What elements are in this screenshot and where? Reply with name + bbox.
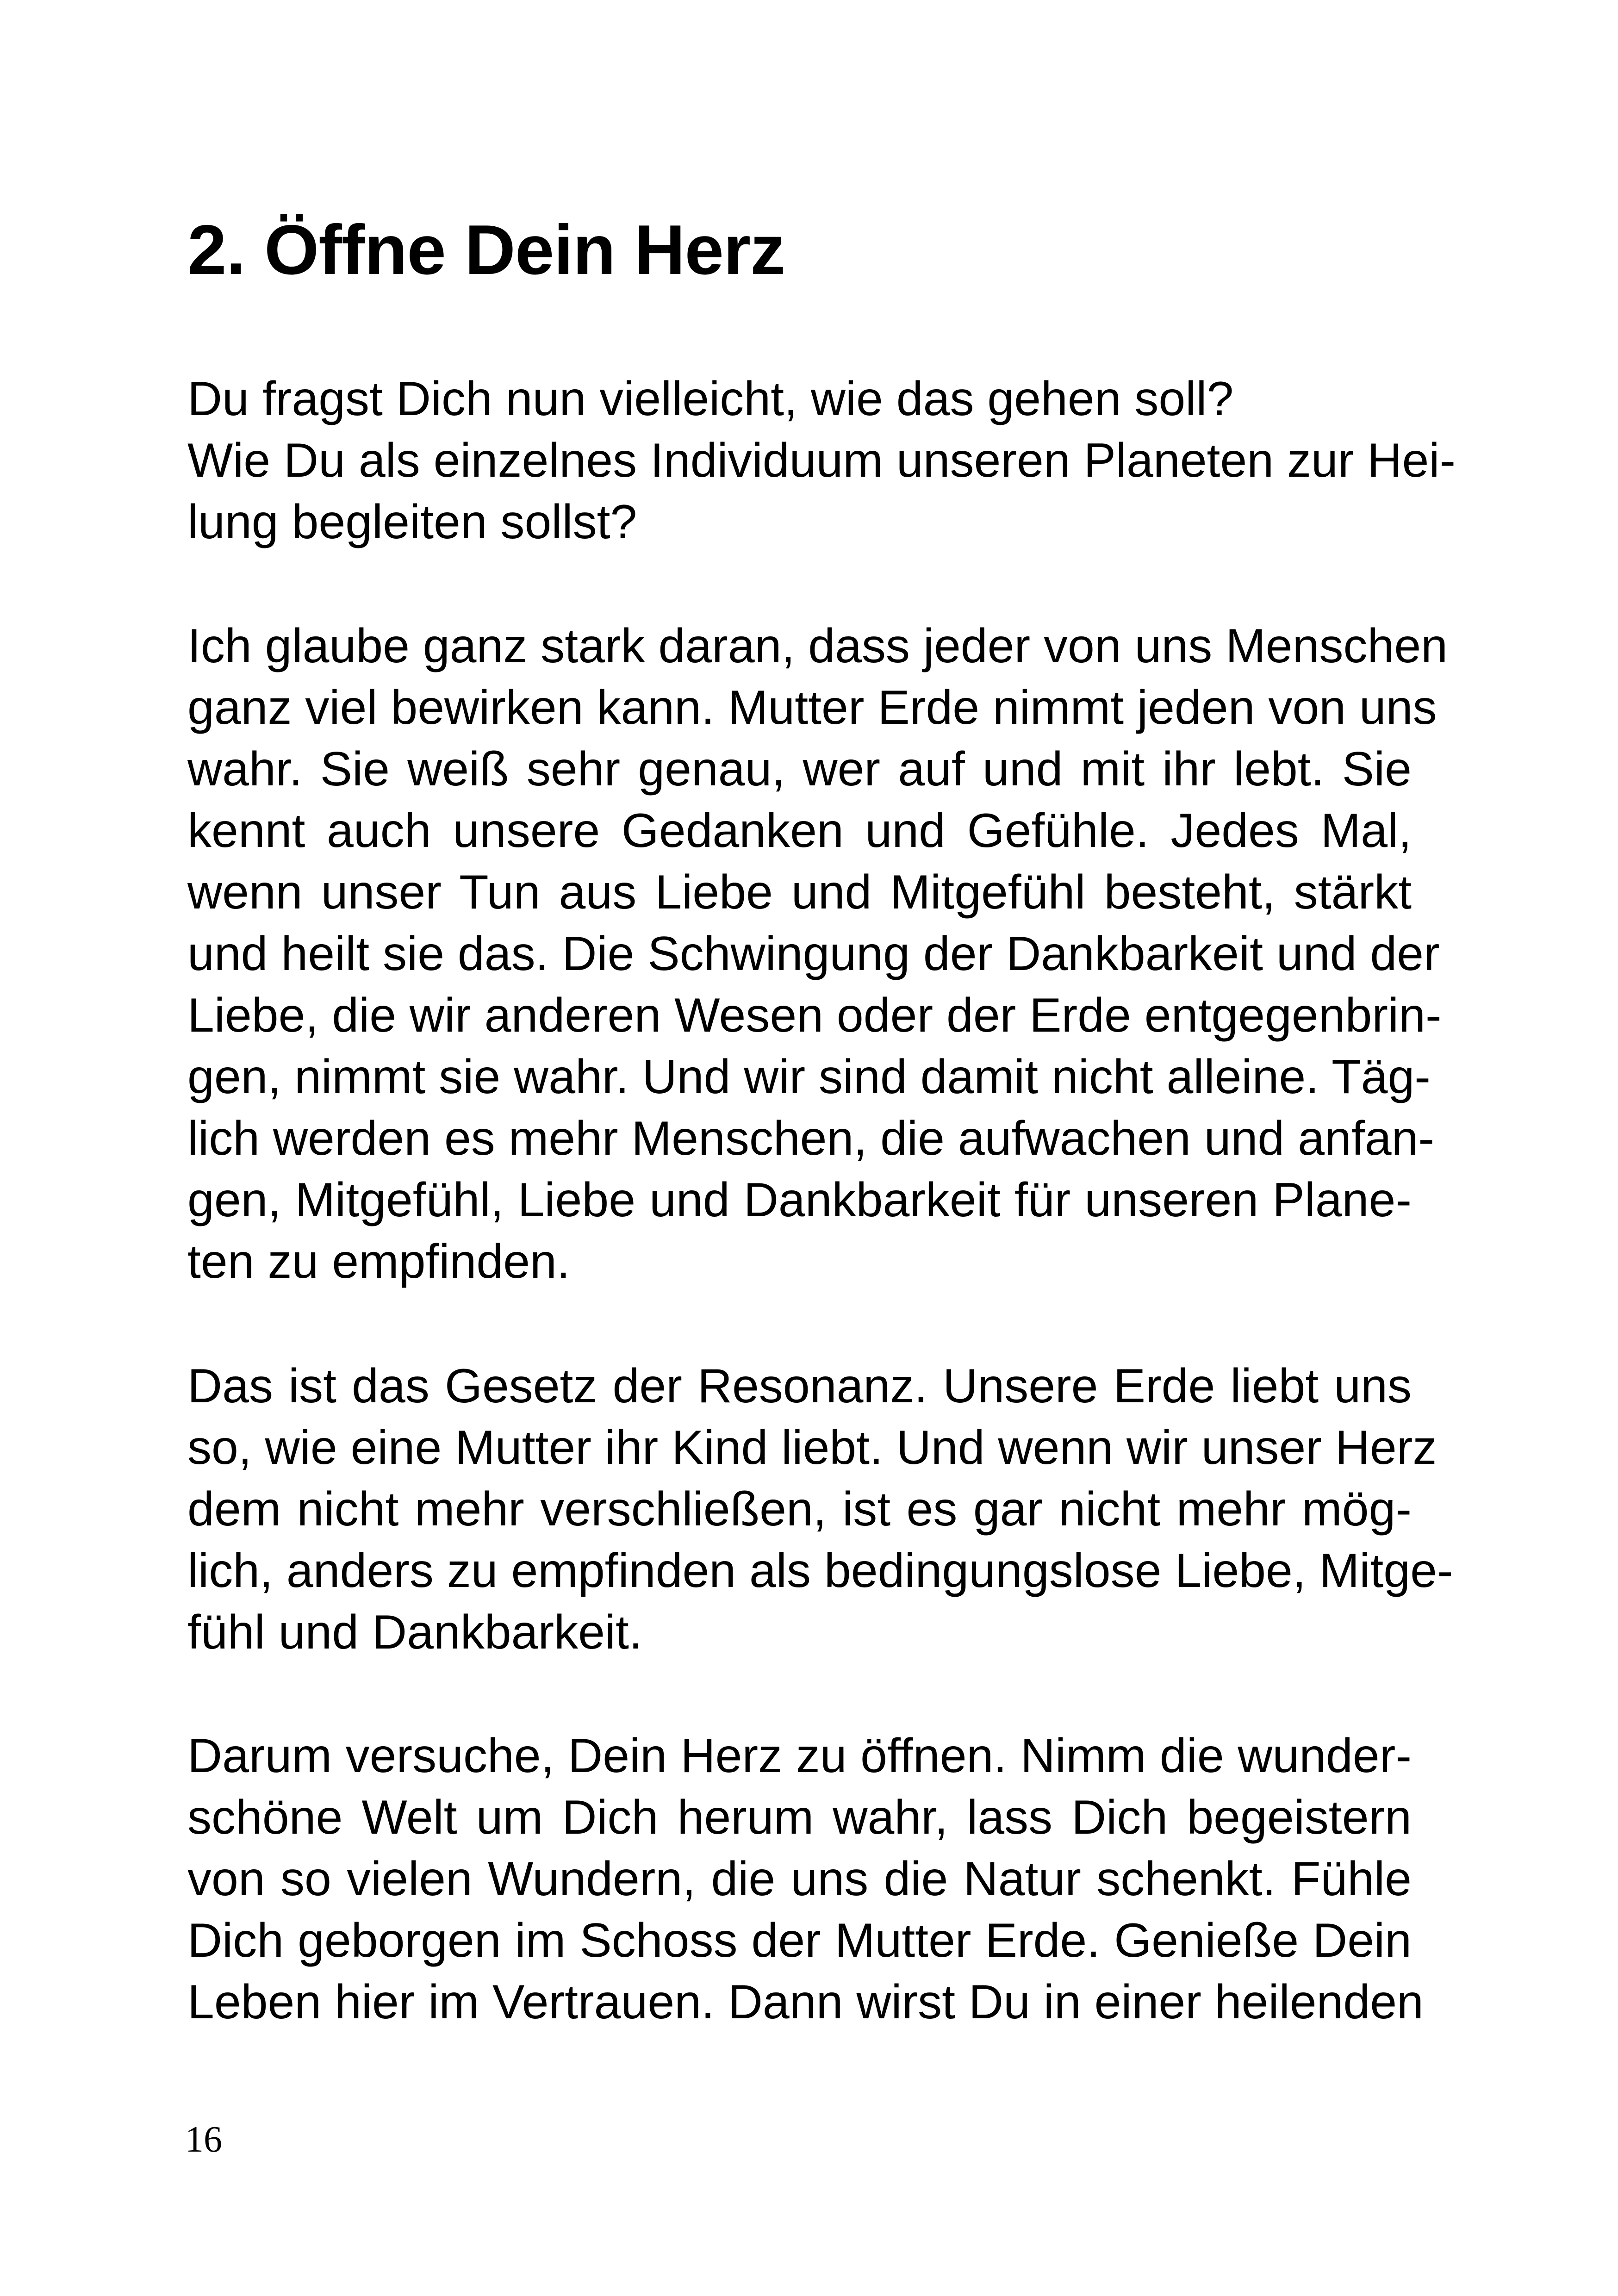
page-number: 16 xyxy=(185,2119,222,2160)
text-line: Ich glaube ganz stark daran, dass jeder von uns Menschen xyxy=(187,619,1448,673)
text-line: lung begleiten sollst? xyxy=(187,495,637,549)
text-line: gen, nimmt sie wahr. Und wir sind damit nicht alleine. Täg- xyxy=(187,1050,1431,1104)
paragraph-4 xyxy=(187,1725,1424,2033)
text-line: dem nicht mehr verschließen, ist es gar nicht mehr mög- xyxy=(187,1482,1412,1536)
text-line: schöne Welt um Dich herum wahr, lass Dich begeistern xyxy=(187,1791,1412,1844)
text-line: Wie Du als einzelnes Individuum unseren Planeten zur Hei- xyxy=(187,434,1456,487)
text-line: von so vielen Wundern, die uns die Natur schenkt. Fühle xyxy=(187,1852,1412,1906)
text-line: kennt auch unsere Gedanken und Gefühle. Jedes Mal, xyxy=(187,804,1412,858)
text-line: wahr. Sie weiß sehr genau, wer auf und mit ihr lebt. Sie xyxy=(187,742,1412,796)
text-line: Darum versuche, Dein Herz zu öffnen. Nimm die wunder- xyxy=(187,1729,1412,1783)
text-line: Du fragst Dich nun vielleicht, wie das gehen soll? xyxy=(187,372,1234,426)
text-line: Liebe, die wir anderen Wesen oder der Erde entgegenbrin- xyxy=(187,989,1442,1042)
text-line: so, wie eine Mutter ihr Kind liebt. Und wenn wir unser Herz xyxy=(187,1421,1437,1475)
text-line: fühl und Dankbarkeit. xyxy=(187,1605,642,1659)
paragraph-3 xyxy=(187,1356,1453,1663)
text-line: Dich geborgen im Schoss der Mutter Erde. Genieße Dein xyxy=(187,1914,1412,1967)
text-line: ten zu empfinden. xyxy=(187,1235,570,1288)
text-line: wenn unser Tun aus Liebe und Mitgefühl besteht, stärkt xyxy=(187,865,1412,919)
text-line: Das ist das Gesetz der Resonanz. Unsere Erde liebt uns xyxy=(187,1359,1412,1413)
text-line: Leben hier im Vertrauen. Dann wirst Du in einer heilenden xyxy=(187,1975,1424,2029)
text-line: und heilt sie das. Die Schwingung der Dankbarkeit und der xyxy=(187,927,1440,981)
chapter-title: 2. Öffne Dein Herz xyxy=(187,211,785,289)
text-line: lich, anders zu empfinden als bedingungslose Liebe, Mitge- xyxy=(187,1544,1453,1598)
paragraph-1 xyxy=(187,368,1456,553)
text-line: ganz viel bewirken kann. Mutter Erde nimmt jeden von uns xyxy=(187,681,1437,734)
text-line: lich werden es mehr Menschen, die aufwachen und anfan- xyxy=(187,1112,1435,1165)
paragraph-2 xyxy=(187,616,1448,1293)
text-line: gen, Mitgefühl, Liebe und Dankbarkeit für unseren Plane- xyxy=(187,1173,1412,1227)
